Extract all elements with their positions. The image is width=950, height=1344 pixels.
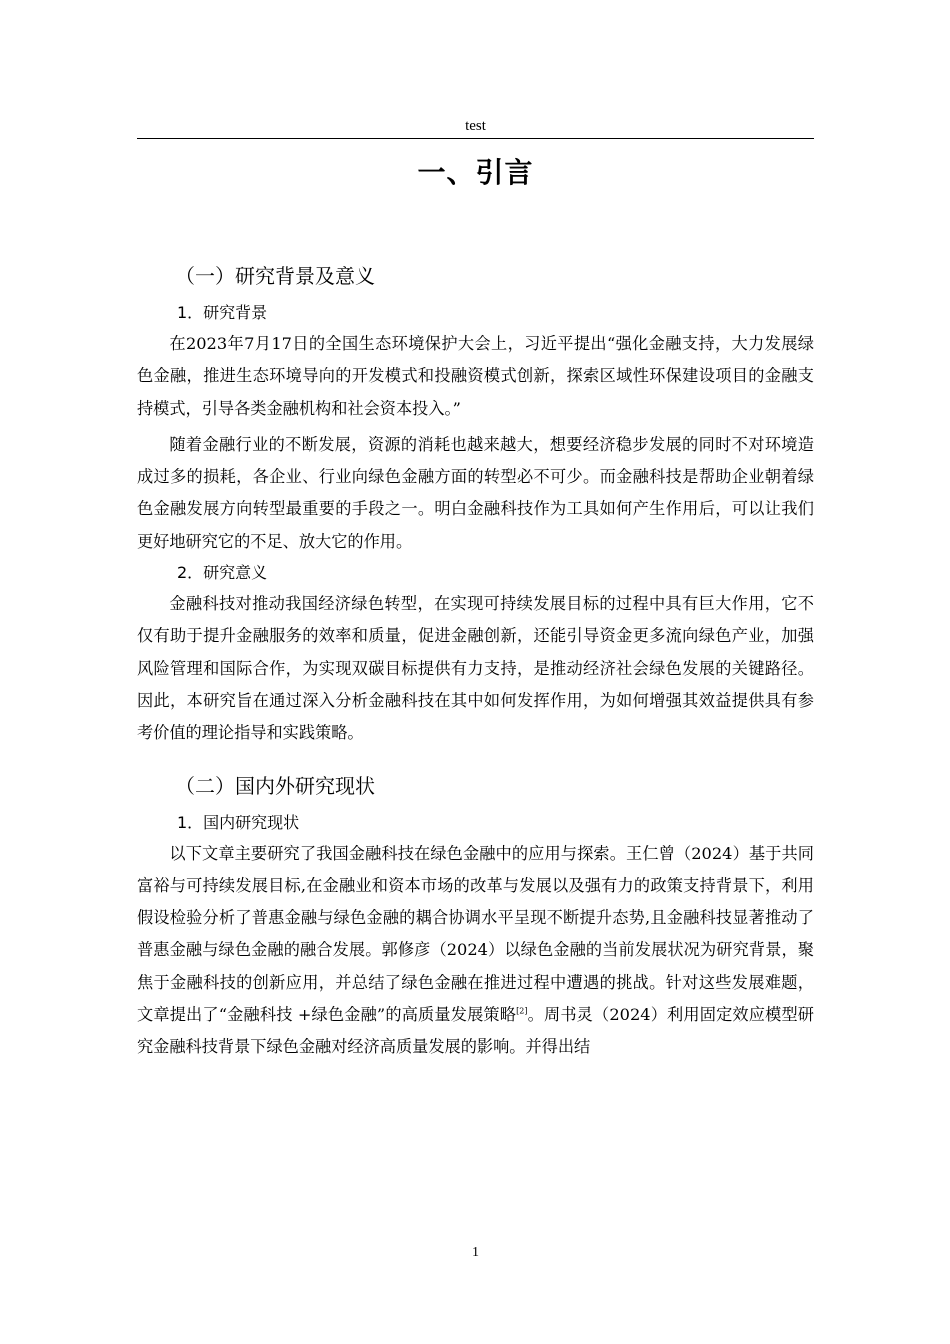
- subsection-heading-background: 1．研究背景: [177, 303, 268, 322]
- subsection-heading-significance: 2．研究意义: [177, 563, 268, 583]
- page-number: 1: [472, 1245, 479, 1260]
- paragraph-domestic: [137, 838, 814, 1064]
- document-body: [137, 258, 814, 1064]
- chapter-title: 一、引言: [417, 156, 534, 189]
- section-heading-background: （一）研究背景及意义: [175, 264, 375, 288]
- subsection-heading-domestic: 1．国内研究现状: [177, 812, 300, 832]
- paragraph-background-2: 随着金融行业的不断发展，资源的消耗也越来越大，想要经济稳步发展的同时不对环境造成过多的损耗，各企业、行业向绿色金融方面的转型必不可少。而金融科技是帮助企业朝着绿色金融发展方向转型最重要的手段之一。明白金融科技作为工具如何产生作用后，可以让我们更好地研究它的不足、放大它的作用。: [137, 434, 814, 551]
- paragraph-background-1: 在2023年7月17日的全国生态环境保护大会上，习近平提出“强化金融支持，大力发展绿色金融，推进生态环境导向的开发模式和投融资模式创新，探索区域性环保建设项目的金融支持模式，引导各类金融机构和社会资本投入。”: [137, 334, 814, 418]
- section-heading-research-status: （二）国内外研究现状: [175, 773, 375, 798]
- paragraph-domestic-text-a: 以下文章主要研究了我国金融科技在绿色金融中的应用与探索。王仁曾（2024）基于共同富裕与可持续发展目标,在金融业和资本市场的改革与发展以及强有力的政策支持背景下，利用假设检验分析了普惠金融与绿色金融的耦合协调水平呈现不断提升态势,且金融科技显著推动了普惠金融与绿色金融的融合发展。郭修彦（2024）以绿色金融的当前发展状况为研究背景，聚焦于金融科技的创新应用，并总结了绿色金融在推进过程中遭遇的挑战。针对这些发展难题，文章提出了“金融科技 +绿色金融”的高质量发展策略: [137, 843, 814, 1025]
- citation-reference[interactable]: [2]: [516, 1006, 528, 1016]
- paragraph-significance: 金融科技对推动我国经济绿色转型，在实现可持续发展目标的过程中具有巨大作用，它不仅有助于提升金融服务的效率和质量，促进金融创新，还能引导资金更多流向绿色产业，加强风险管理和国际合作，为实现双碳目标提供有力支持，是推动经济社会绿色发展的关键路径。因此，本研究旨在通过深入分析金融科技在其中如何发挥作用，为如何增强其效益提供具有参考价值的理论指导和实践策略。: [137, 594, 814, 743]
- paragraph-domestic-text-b: 。周书灵（2024）利用固定效应模型研究金融科技背景下绿色金融对经济高质量发展的影响。并得出结: [137, 1005, 814, 1057]
- page-header: test: [137, 118, 814, 139]
